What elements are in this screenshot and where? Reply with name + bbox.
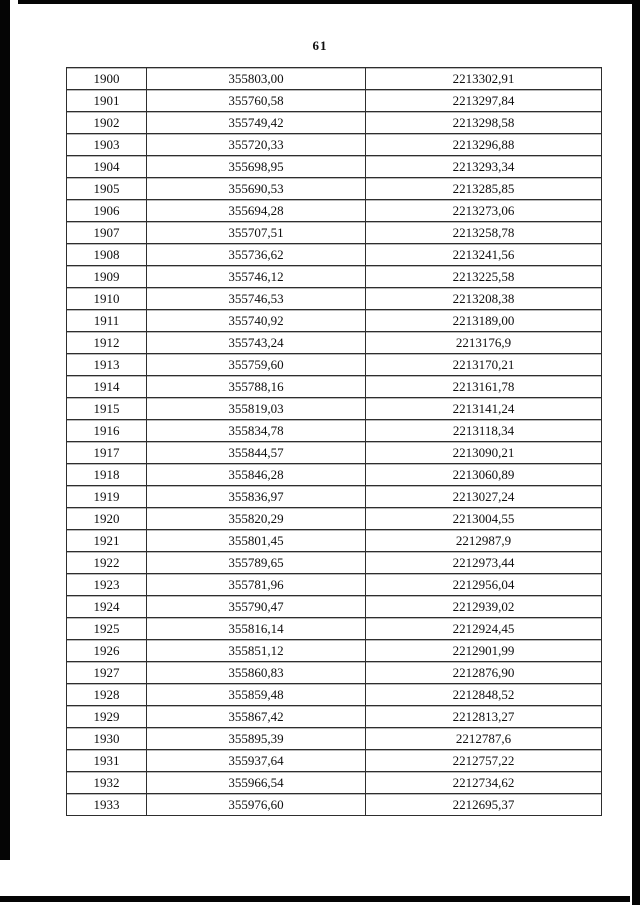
value2-cell: 2212813,27 [366,706,602,728]
table-row [67,376,602,398]
value2-cell: 2212876,90 [366,662,602,684]
year-cell: 1903 [67,134,147,156]
value2-cell: 2212695,37 [366,794,602,816]
value1-cell: 355698,95 [147,156,366,178]
page-number: 61 [312,38,328,53]
table-row [67,442,602,464]
table-row [67,486,602,508]
value2-cell: 2212939,02 [366,596,602,618]
table-row [67,310,602,332]
year-cell: 1908 [67,244,147,266]
year-cell: 1919 [67,486,147,508]
year-cell: 1921 [67,530,147,552]
table-row [67,244,602,266]
table-row [67,200,602,222]
value2-cell: 2213118,34 [366,420,602,442]
value2-cell: 2213090,21 [366,442,602,464]
value2-cell: 2213060,89 [366,464,602,486]
value1-cell: 355867,42 [147,706,366,728]
data-table [66,67,602,816]
table-row [67,772,602,794]
year-cell: 1909 [67,266,147,288]
value2-cell: 2213161,78 [366,376,602,398]
year-cell: 1929 [67,706,147,728]
year-cell: 1906 [67,200,147,222]
value2-cell: 2212956,04 [366,574,602,596]
year-cell: 1922 [67,552,147,574]
year-cell: 1933 [67,794,147,816]
value1-cell: 355803,00 [147,68,366,90]
table-row [67,398,602,420]
value1-cell: 355746,53 [147,288,366,310]
value2-cell: 2213258,78 [366,222,602,244]
value2-cell: 2213004,55 [366,508,602,530]
year-cell: 1914 [67,376,147,398]
value2-cell: 2213241,56 [366,244,602,266]
scan-edge-top [18,0,640,4]
table-body [67,68,602,816]
table-row [67,530,602,552]
value2-cell: 2212848,52 [366,684,602,706]
value1-cell: 355707,51 [147,222,366,244]
table-row [67,596,602,618]
table-row [67,68,602,90]
value2-cell: 2212901,99 [366,640,602,662]
value1-cell: 355966,54 [147,772,366,794]
year-cell: 1901 [67,90,147,112]
year-cell: 1905 [67,178,147,200]
value1-cell: 355749,42 [147,112,366,134]
year-cell: 1932 [67,772,147,794]
value1-cell: 355820,29 [147,508,366,530]
table-row [67,552,602,574]
value1-cell: 355743,24 [147,332,366,354]
year-cell: 1926 [67,640,147,662]
table-row [67,794,602,816]
table-row [67,420,602,442]
year-cell: 1911 [67,310,147,332]
table-row [67,618,602,640]
year-cell: 1916 [67,420,147,442]
table-row [67,134,602,156]
table-row [67,266,602,288]
year-cell: 1931 [67,750,147,772]
value1-cell: 355937,64 [147,750,366,772]
year-cell: 1918 [67,464,147,486]
year-cell: 1924 [67,596,147,618]
table-row [67,706,602,728]
table-row [67,354,602,376]
value2-cell: 2212757,22 [366,750,602,772]
value2-cell: 2213302,91 [366,68,602,90]
year-cell: 1920 [67,508,147,530]
value1-cell: 355781,96 [147,574,366,596]
year-cell: 1912 [67,332,147,354]
year-cell: 1923 [67,574,147,596]
value2-cell: 2213293,34 [366,156,602,178]
table-row [67,288,602,310]
value1-cell: 355789,65 [147,552,366,574]
value1-cell: 355844,57 [147,442,366,464]
year-cell: 1917 [67,442,147,464]
year-cell: 1925 [67,618,147,640]
value1-cell: 355846,28 [147,464,366,486]
value2-cell: 2212987,9 [366,530,602,552]
value1-cell: 355976,60 [147,794,366,816]
value1-cell: 355860,83 [147,662,366,684]
value1-cell: 355834,78 [147,420,366,442]
year-cell: 1900 [67,68,147,90]
value2-cell: 2213170,21 [366,354,602,376]
table-row [67,684,602,706]
value1-cell: 355836,97 [147,486,366,508]
value1-cell: 355690,53 [147,178,366,200]
table-row [67,112,602,134]
year-cell: 1904 [67,156,147,178]
value1-cell: 355736,62 [147,244,366,266]
value1-cell: 355760,58 [147,90,366,112]
value2-cell: 2213027,24 [366,486,602,508]
year-cell: 1928 [67,684,147,706]
year-cell: 1927 [67,662,147,684]
year-cell: 1907 [67,222,147,244]
table-row [67,332,602,354]
value1-cell: 355801,45 [147,530,366,552]
value1-cell: 355746,12 [147,266,366,288]
value2-cell: 2213285,85 [366,178,602,200]
value2-cell: 2213296,88 [366,134,602,156]
scan-edge-left [0,0,10,860]
table-row [67,728,602,750]
value2-cell: 2213141,24 [366,398,602,420]
value2-cell: 2213297,84 [366,90,602,112]
value1-cell: 355790,47 [147,596,366,618]
value1-cell: 355759,60 [147,354,366,376]
value1-cell: 355740,92 [147,310,366,332]
value2-cell: 2213189,00 [366,310,602,332]
scan-edge-bottom [0,896,630,902]
value1-cell: 355851,12 [147,640,366,662]
table-row [67,464,602,486]
value1-cell: 355788,16 [147,376,366,398]
value2-cell: 2212973,44 [366,552,602,574]
year-cell: 1913 [67,354,147,376]
table-row [67,662,602,684]
year-cell: 1910 [67,288,147,310]
scan-edge-right [632,0,640,905]
value1-cell: 355859,48 [147,684,366,706]
year-cell: 1915 [67,398,147,420]
value2-cell: 2212924,45 [366,618,602,640]
value2-cell: 2213273,06 [366,200,602,222]
value1-cell: 355816,14 [147,618,366,640]
table-row [67,640,602,662]
value2-cell: 2212787,6 [366,728,602,750]
year-cell: 1930 [67,728,147,750]
table-row [67,156,602,178]
value1-cell: 355819,03 [147,398,366,420]
value2-cell: 2213298,58 [366,112,602,134]
value2-cell: 2213225,58 [366,266,602,288]
value1-cell: 355694,28 [147,200,366,222]
value2-cell: 2213208,38 [366,288,602,310]
value2-cell: 2212734,62 [366,772,602,794]
table-row [67,574,602,596]
year-cell: 1902 [67,112,147,134]
table-row [67,222,602,244]
table-row [67,508,602,530]
value1-cell: 355720,33 [147,134,366,156]
table-row [67,750,602,772]
value2-cell: 2213176,9 [366,332,602,354]
table-row [67,178,602,200]
table-row [67,90,602,112]
value1-cell: 355895,39 [147,728,366,750]
